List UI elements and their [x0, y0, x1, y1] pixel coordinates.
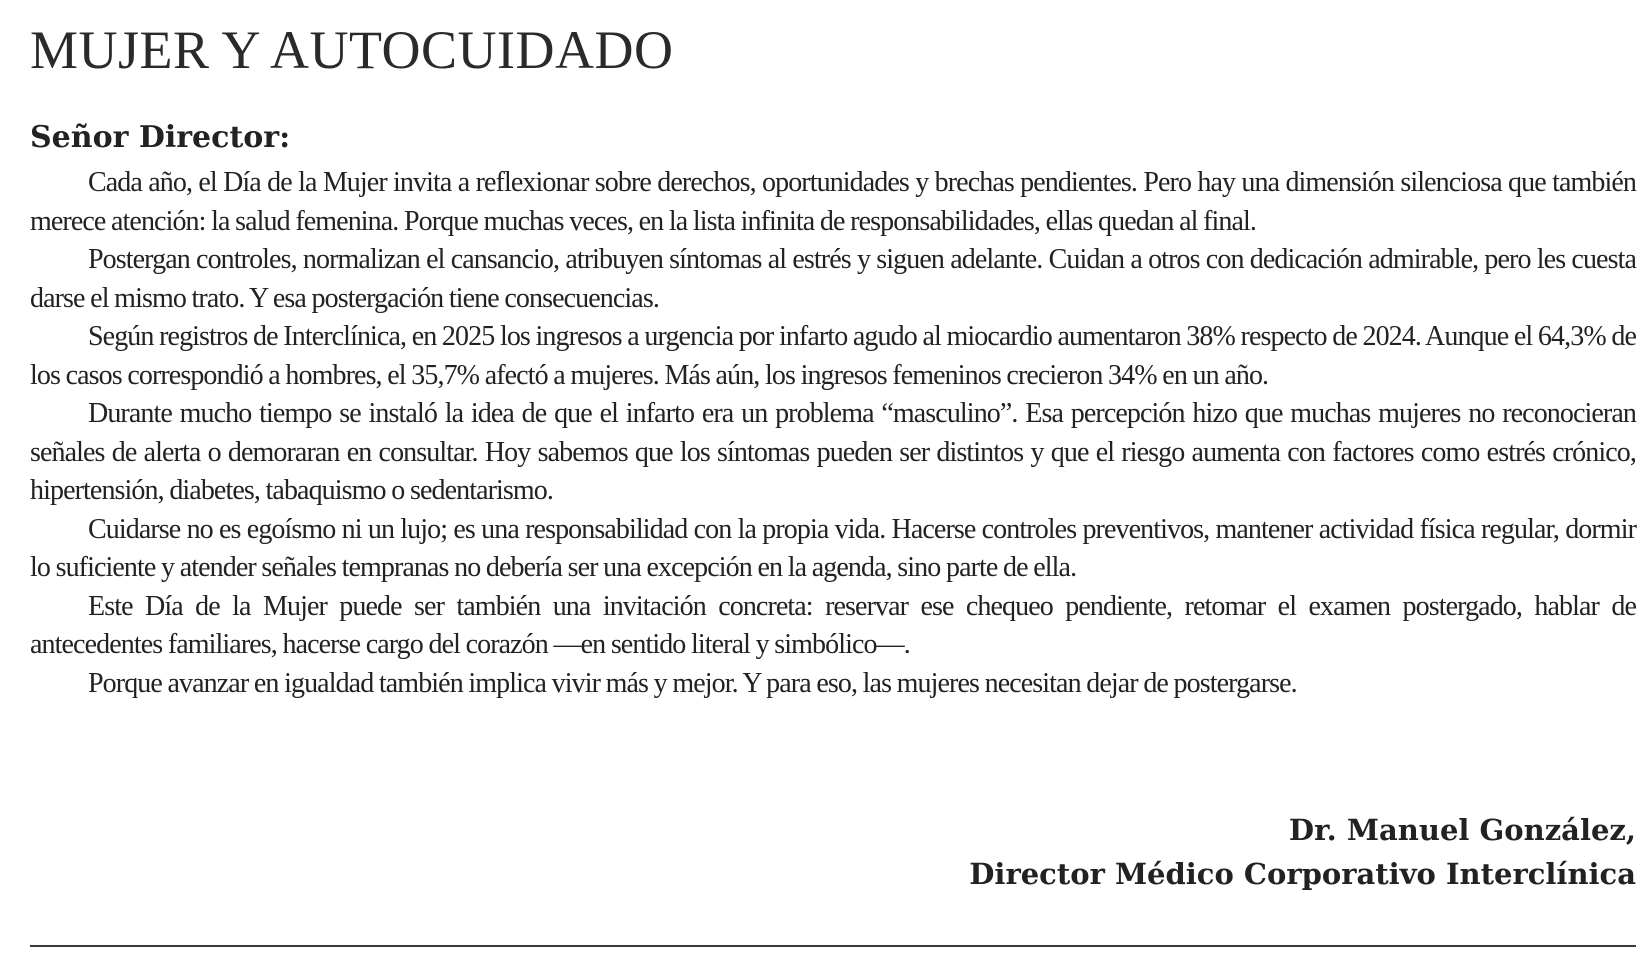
- paragraph-5: Cuidarse no es egoísmo ni un lujo; es una responsabilidad con la propia vida. Hacerse controles preventivos, mantener actividad física regular, dormir lo suficiente y atender señales tempranas no debería ser una excepción en la agenda, sino parte de ella.: [30, 513, 1636, 583]
- paragraph-6: Este Día de la Mujer puede ser también una invitación concreta: reservar ese chequeo pendiente, retomar el examen postergado, hablar de antecedentes familiares, hacerse cargo del corazón —en sentido literal y simbólico—.: [30, 590, 1636, 660]
- signature-title: Director Médico Corporativo Interclínica: [969, 857, 1636, 891]
- paragraph-4: Durante mucho tiempo se instaló la idea de que el infarto era un problema “masculino”. Esa percepción hizo que muchas mujeres no reconocieran señales de alerta o demoraran en consultar. Hoy sabemos que los síntomas pueden ser distintos y que el riesgo aumenta con factores como estrés crónico, hipertensión, diabetes, tabaquismo o sedentarismo.: [30, 398, 1636, 506]
- paragraph-2: Postergan controles, normalizan el cansancio, atribuyen síntomas al estrés y siguen adelante. Cuidan a otros con dedicación admirable, pero les cuesta darse el mismo trato. Y esa postergación tiene consecuencias.: [30, 244, 1636, 314]
- paragraph-3: Según registros de Interclínica, en 2025 los ingresos a urgencia por infarto agudo al miocardio aumentaron 38% respecto de 2024. Aunque el 64,3% de los casos correspondió a hombres, el 35,7% afectó a mujeres. Más aún, los ingresos femeninos crecieron 34% en un año.: [30, 321, 1636, 391]
- salutation: Señor Director:: [30, 120, 291, 155]
- bottom-divider: [30, 945, 1636, 947]
- signature-name: Dr. Manuel González,: [1288, 813, 1636, 847]
- signature-block: [969, 808, 1636, 896]
- paragraph-7: Porque avanzar en igualdad también implica vivir más y mejor. Y para eso, las mujeres necesitan dejar de postergarse.: [88, 667, 1297, 699]
- letter-body: [30, 164, 1636, 703]
- letter-page: [30, 0, 1636, 962]
- paragraph-1: Cada año, el Día de la Mujer invita a reflexionar sobre derechos, oportunidades y brechas pendientes. Pero hay una dimensión silenciosa que también merece atención: la salud femenina. Porque muchas veces, en la lista infinita de responsabilidades, ellas quedan al final.: [30, 167, 1636, 237]
- headline: MUJER Y AUTOCUIDADO: [30, 20, 674, 80]
